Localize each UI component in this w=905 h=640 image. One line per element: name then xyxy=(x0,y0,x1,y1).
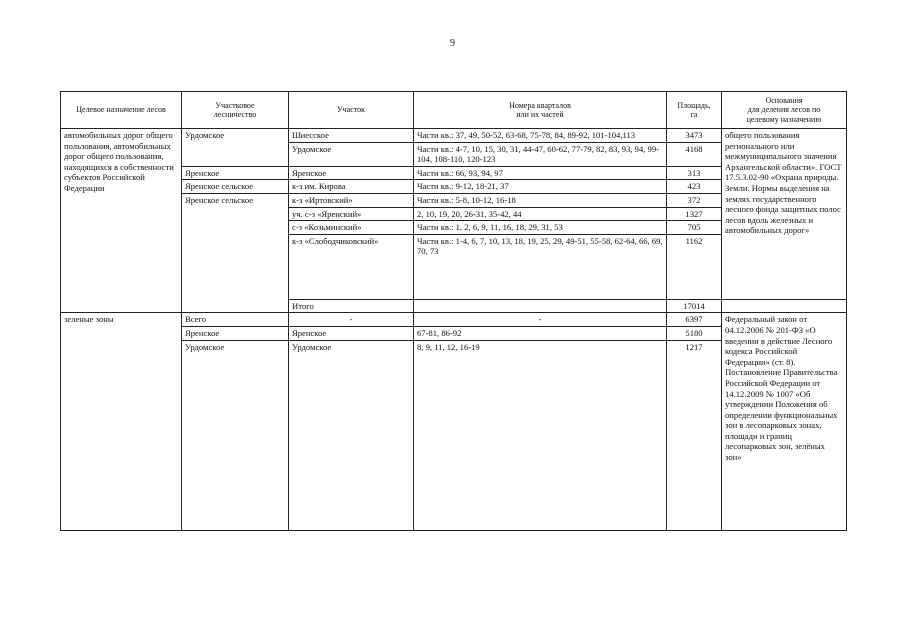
forestry-cell: Яренское xyxy=(182,166,289,180)
quarters-cell: Части кв.: 1, 2, 6, 9, 11, 16, 18, 29, 31, 53 xyxy=(414,221,667,235)
purpose-cell: зеленые зоны xyxy=(61,313,182,530)
section-cell: Урдомское xyxy=(289,142,414,166)
section-cell: Шиесское xyxy=(289,129,414,143)
area-cell: 423 xyxy=(667,180,722,194)
section-cell: с-з «Козьминский» xyxy=(289,221,414,235)
quarters-cell: Части кв.: 5-8, 10-12, 16-18 xyxy=(414,193,667,207)
forest-purpose-table xyxy=(60,91,847,531)
quarters-cell: Части кв.: 1-4, 6, 7, 10, 13, 18, 19, 25, 29, 49-51, 55-58, 62-64, 66, 69, 70, 73 xyxy=(414,234,667,299)
area-cell: 4168 xyxy=(667,142,722,166)
quarters-cell: 8, 9, 11, 12, 16-19 xyxy=(414,340,667,530)
total-area: 17014 xyxy=(667,299,722,313)
area-cell: 3473 xyxy=(667,129,722,143)
page-number: 9 xyxy=(450,38,455,49)
basis-cell: общего пользования регионального или межмуниципального значения Архангельской области». ГОСТ 17.5.3.02-90 «Охрана природы. Земли. Нормы выделения на землях государственного лесного фонда защитных полос лесов вдоль железных и автомобильных дорог» xyxy=(722,129,847,300)
forestry-cell: Урдомское xyxy=(182,340,289,530)
section-cell: к-з «Иртовский» xyxy=(289,193,414,207)
forestry-cell: Яренское xyxy=(182,326,289,340)
quarters-cell: Части кв.: 9-12, 18-21, 37 xyxy=(414,180,667,194)
section-cell: уч. с-з «Яренский» xyxy=(289,207,414,221)
section-cell: Урдомское xyxy=(289,340,414,530)
purpose-cell: автомобильных дорог общего пользования, автомобильных дорог общего пользования, находящихся в собственности субъектов Российской Федерации xyxy=(61,129,182,313)
quarters-cell: Части кв.: 4-7, 10, 15, 30, 31, 44-47, 60-62, 77-79, 82, 83, 93, 94, 99-104, 108-110, 120-123 xyxy=(414,142,667,166)
total-quarters-empty xyxy=(414,299,667,313)
area-cell: 6397 xyxy=(667,313,722,327)
total-label: Итого xyxy=(289,299,414,313)
header-basis: Основания для деления лесов по целевому назначению xyxy=(722,92,847,129)
quarters-cell: Части кв.: 66, 93, 94, 97 xyxy=(414,166,667,180)
area-cell: 1217 xyxy=(667,340,722,530)
basis-cell: Федеральный закон от 04.12.2006 № 201-ФЗ «О введении в действие Лесного кодекса Российской Федерации» (ст. 8). Постановление Правительства Российской Федерации от 14.12.2009 № 1007 «Об утверждении Положения об определении функциональных зон в лесопарковых зонах, площади и границ лесопарковых зон, зелёных зон» xyxy=(722,313,847,530)
section-cell: к-з «Слободчиковский» xyxy=(289,234,414,299)
forestry-cell: Яренское сельское xyxy=(182,193,289,312)
area-cell: 705 xyxy=(667,221,722,235)
header-district-forestry: Участковое лесничество xyxy=(182,92,289,129)
area-cell: 1327 xyxy=(667,207,722,221)
section-cell: Яренское xyxy=(289,326,414,340)
header-section: Участок xyxy=(289,92,414,129)
quarters-cell: - xyxy=(414,313,667,327)
area-cell: 313 xyxy=(667,166,722,180)
forestry-cell: Урдомское xyxy=(182,129,289,167)
area-cell: 5180 xyxy=(667,326,722,340)
quarters-cell: 67-81, 86-92 xyxy=(414,326,667,340)
quarters-cell: Части кв.: 37, 49, 50-52, 63-68, 75-78, 84, 89-92, 101-104,113 xyxy=(414,129,667,143)
quarters-cell: 2, 10, 19, 20, 26-31, 35-42, 44 xyxy=(414,207,667,221)
header-quarters: Номера кварталов или их частей xyxy=(414,92,667,129)
section-cell: - xyxy=(289,313,414,327)
section-cell: Яренское xyxy=(289,166,414,180)
total-basis-empty xyxy=(722,299,847,313)
area-cell: 1162 xyxy=(667,234,722,299)
header-purpose: Целевое назначение лесов xyxy=(61,92,182,129)
forestry-cell: Яренское сельское xyxy=(182,180,289,194)
header-area: Площадь, га xyxy=(667,92,722,129)
table-row xyxy=(61,313,847,327)
table-header-row xyxy=(61,92,847,129)
table-row xyxy=(61,129,847,143)
forestry-cell: Всего xyxy=(182,313,289,327)
section-cell: к-з им. Кирова xyxy=(289,180,414,194)
area-cell: 372 xyxy=(667,193,722,207)
